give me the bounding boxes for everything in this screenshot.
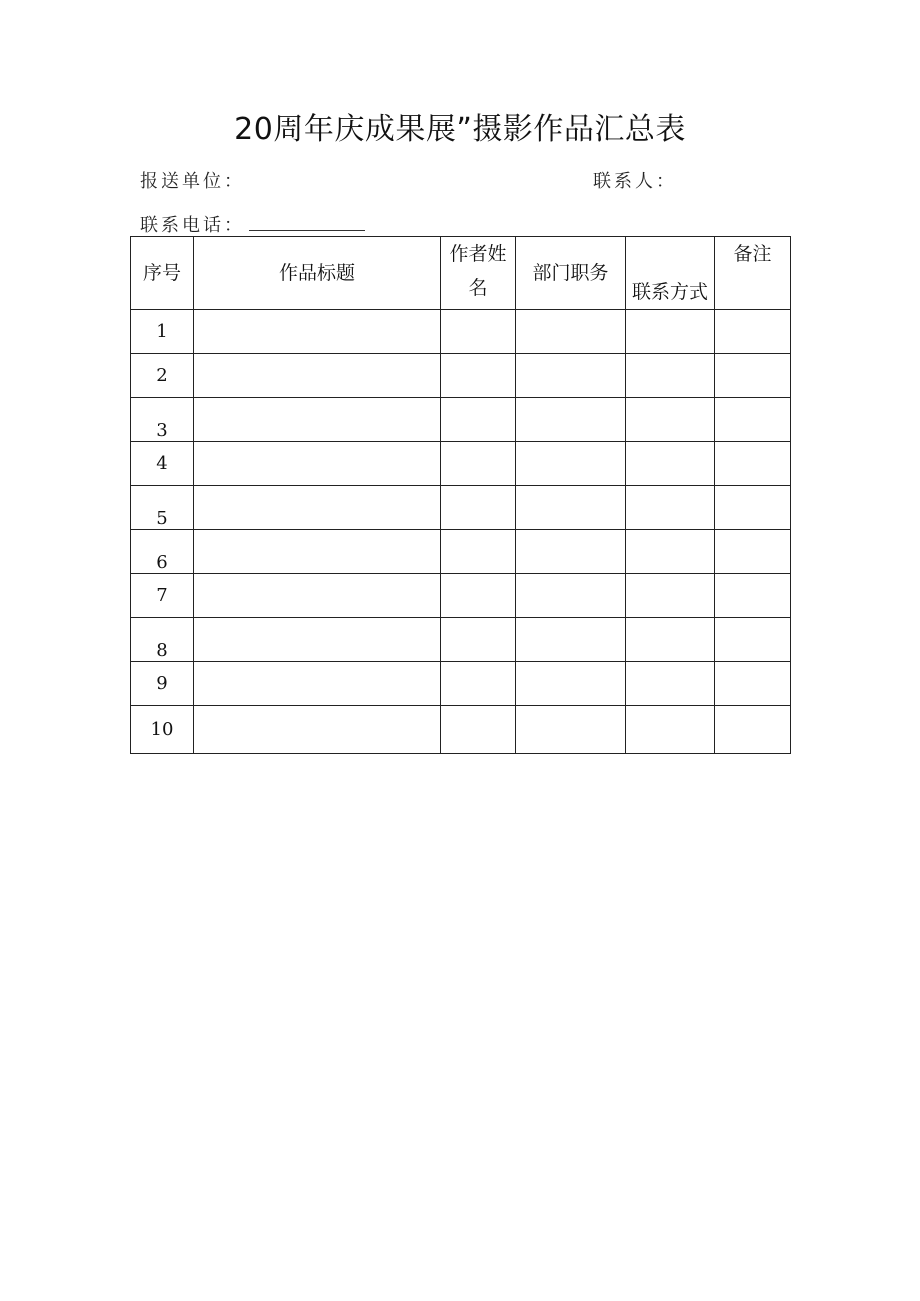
row-number: 4 xyxy=(131,442,194,486)
row-number: 1 xyxy=(131,310,194,354)
table-row xyxy=(131,662,791,706)
cell-department-position[interactable] xyxy=(516,310,626,354)
cell-contact-method[interactable] xyxy=(626,574,715,618)
cell-work-title[interactable] xyxy=(194,354,441,398)
cell-remarks[interactable] xyxy=(715,486,791,530)
cell-department-position[interactable] xyxy=(516,706,626,754)
row-number: 7 xyxy=(131,574,194,618)
cell-contact-method[interactable] xyxy=(626,442,715,486)
cell-remarks[interactable] xyxy=(715,398,791,442)
table-row xyxy=(131,530,791,574)
contact-phone-field xyxy=(140,212,365,238)
table-row xyxy=(131,354,791,398)
cell-department-position[interactable] xyxy=(516,354,626,398)
row-number: 6 xyxy=(131,530,194,574)
cell-contact-method[interactable] xyxy=(626,398,715,442)
cell-author-name[interactable] xyxy=(441,486,516,530)
cell-department-position[interactable] xyxy=(516,574,626,618)
cell-work-title[interactable] xyxy=(194,530,441,574)
cell-contact-method[interactable] xyxy=(626,354,715,398)
cell-work-title[interactable] xyxy=(194,398,441,442)
cell-contact-method[interactable] xyxy=(626,486,715,530)
cell-author-name[interactable] xyxy=(441,618,516,662)
row-number: 10 xyxy=(131,706,194,754)
cell-remarks[interactable] xyxy=(715,530,791,574)
contact-person-label: 联系人： xyxy=(593,171,677,192)
row-number: 2 xyxy=(131,354,194,398)
cell-author-name[interactable] xyxy=(441,662,516,706)
cell-department-position[interactable] xyxy=(516,486,626,530)
cell-contact-method[interactable] xyxy=(626,530,715,574)
cell-remarks[interactable] xyxy=(715,706,791,754)
cell-department-position[interactable] xyxy=(516,662,626,706)
submitting-unit-label: 报送单位： xyxy=(140,171,245,192)
table-row xyxy=(131,310,791,354)
header-department-position: 部门职务 xyxy=(516,237,626,310)
header-work-title: 作品标题 xyxy=(194,237,441,310)
row-number: 8 xyxy=(131,618,194,662)
table-row xyxy=(131,706,791,754)
page-title: 20周年庆成果展”摄影作品汇总表 xyxy=(234,112,686,147)
contact-person-field xyxy=(593,170,677,194)
cell-work-title[interactable] xyxy=(194,310,441,354)
table-row xyxy=(131,442,791,486)
cell-author-name[interactable] xyxy=(441,530,516,574)
cell-contact-method[interactable] xyxy=(626,662,715,706)
header-seq: 序号 xyxy=(131,237,194,310)
cell-remarks[interactable] xyxy=(715,574,791,618)
cell-department-position[interactable] xyxy=(516,530,626,574)
contact-phone-blank[interactable] xyxy=(249,212,365,231)
table-header-row xyxy=(131,237,791,310)
table-row xyxy=(131,398,791,442)
cell-work-title[interactable] xyxy=(194,706,441,754)
cell-work-title[interactable] xyxy=(194,662,441,706)
cell-department-position[interactable] xyxy=(516,618,626,662)
cell-contact-method[interactable] xyxy=(626,618,715,662)
cell-remarks[interactable] xyxy=(715,442,791,486)
cell-department-position[interactable] xyxy=(516,442,626,486)
cell-author-name[interactable] xyxy=(441,442,516,486)
cell-contact-method[interactable] xyxy=(626,310,715,354)
submitting-unit-field xyxy=(140,170,245,194)
table-row xyxy=(131,618,791,662)
cell-work-title[interactable] xyxy=(194,574,441,618)
cell-author-name[interactable] xyxy=(441,398,516,442)
header-remarks: 备注 xyxy=(715,237,791,310)
header-author-name: 作者姓名 xyxy=(441,237,516,310)
row-number: 3 xyxy=(131,398,194,442)
table-row xyxy=(131,574,791,618)
cell-work-title[interactable] xyxy=(194,442,441,486)
cell-work-title[interactable] xyxy=(194,486,441,530)
cell-work-title[interactable] xyxy=(194,618,441,662)
cell-remarks[interactable] xyxy=(715,662,791,706)
cell-author-name[interactable] xyxy=(441,706,516,754)
photo-summary-table xyxy=(130,236,791,754)
row-number: 9 xyxy=(131,662,194,706)
cell-remarks[interactable] xyxy=(715,310,791,354)
cell-department-position[interactable] xyxy=(516,398,626,442)
cell-contact-method[interactable] xyxy=(626,706,715,754)
header-contact-method: 联系方式 xyxy=(626,237,715,310)
cell-remarks[interactable] xyxy=(715,618,791,662)
cell-author-name[interactable] xyxy=(441,310,516,354)
contact-phone-label: 联系电话： xyxy=(140,215,245,236)
row-number: 5 xyxy=(131,486,194,530)
cell-author-name[interactable] xyxy=(441,574,516,618)
cell-remarks[interactable] xyxy=(715,354,791,398)
cell-author-name[interactable] xyxy=(441,354,516,398)
table-row xyxy=(131,486,791,530)
